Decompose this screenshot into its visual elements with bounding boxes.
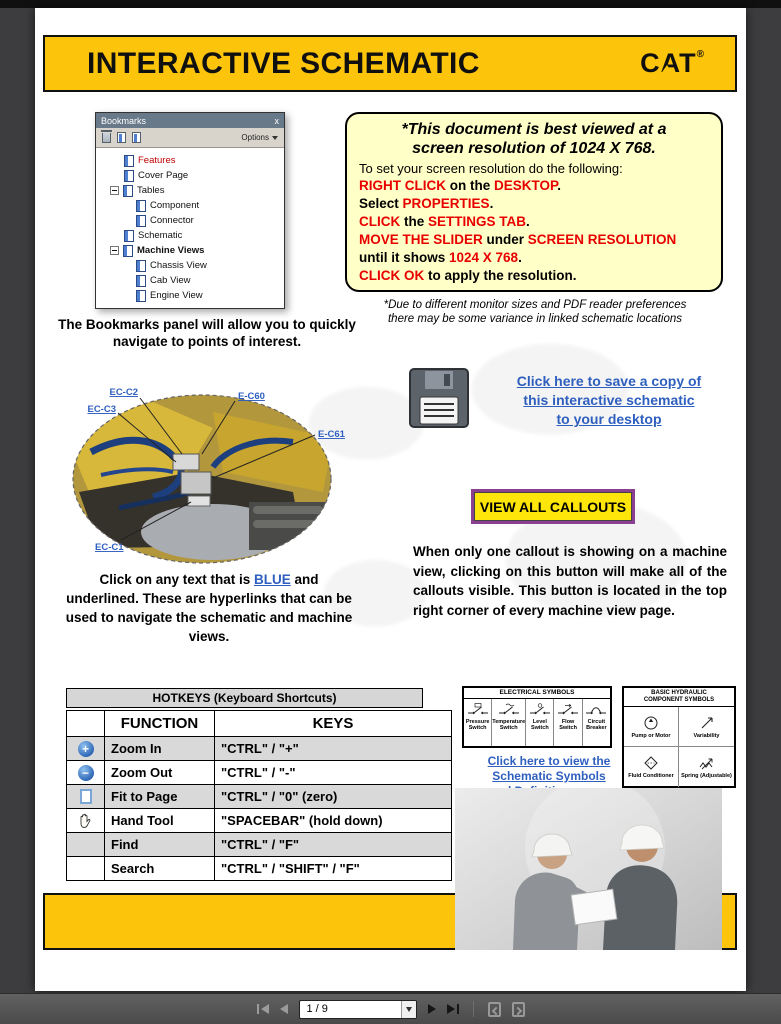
symbol-cell: Circuit Breaker bbox=[583, 699, 610, 746]
bookmark-page-icon bbox=[136, 260, 146, 272]
next-page-button[interactable] bbox=[428, 1004, 436, 1014]
callout-link[interactable]: EC-C2 bbox=[109, 387, 138, 398]
page-indicator: 1 / 9 bbox=[306, 1003, 328, 1015]
bookmark-item-schematic: Schematic bbox=[98, 228, 282, 243]
document-page bbox=[35, 8, 746, 991]
next-page-icon bbox=[428, 1004, 436, 1014]
close-icon: x bbox=[274, 115, 279, 126]
registered-mark: ® bbox=[696, 49, 705, 60]
bookmark-page-icon bbox=[123, 185, 133, 197]
bookmarks-title: Bookmarks bbox=[101, 115, 147, 126]
symbol-cell: Pump or Motor bbox=[624, 707, 679, 747]
bookmark-item-chassis-view: Chassis View bbox=[98, 258, 282, 273]
fit-to-page-icon bbox=[80, 789, 92, 804]
pump-or-motor-symbol bbox=[643, 715, 659, 731]
instruction-line: Select PROPERTIES. bbox=[359, 196, 494, 211]
bookmarks-tree bbox=[96, 148, 284, 308]
bookmark-item-features: Features bbox=[98, 153, 282, 168]
header-banner bbox=[43, 35, 737, 92]
instruction-line: MOVE THE SLIDER under SCREEN RESOLUTION bbox=[359, 232, 677, 247]
pdf-bottom-toolbar bbox=[0, 993, 781, 1024]
cat-logo bbox=[640, 50, 705, 77]
page-number-input[interactable] bbox=[299, 1000, 417, 1019]
hotkeys-icon-col bbox=[67, 711, 105, 737]
instruction-line: CLICK the SETTINGS TAB. bbox=[359, 214, 530, 229]
symbol-cell: Spring (Adjustable) bbox=[679, 747, 734, 787]
view-all-callouts-button[interactable]: VIEW ALL CALLOUTS bbox=[471, 489, 635, 524]
bookmark-page-icon bbox=[136, 200, 146, 212]
bookmark-item-component: Component bbox=[98, 198, 282, 213]
last-page-icon bbox=[447, 1004, 455, 1014]
callout-link[interactable]: EC-C3 bbox=[87, 404, 116, 415]
bookmark-page-icon bbox=[136, 290, 146, 302]
chevron-down-icon bbox=[406, 1007, 412, 1012]
bookmark-item-connector: Connector bbox=[98, 213, 282, 228]
bookmark-item-machine-views: Machine Views bbox=[98, 243, 282, 258]
pressure-switch-symbol bbox=[467, 703, 489, 717]
resolution-note-box bbox=[345, 112, 723, 292]
schematic-symbols-link[interactable]: Click here to view the Schematic Symbols bbox=[487, 754, 611, 783]
cat-logo-text: CAT bbox=[640, 48, 697, 78]
note-intro: To set your screen resolution do the following: bbox=[359, 161, 623, 176]
previous-page-button[interactable] bbox=[280, 1004, 288, 1014]
symbol-cell: Pressure Switch bbox=[464, 699, 492, 746]
symbol-cell: Temperature Switch bbox=[492, 699, 526, 746]
bookmarks-panel-illustration bbox=[95, 112, 285, 309]
new-bookmark-icon bbox=[117, 132, 126, 143]
hotkey-row-search: Search "CTRL" / "SHIFT" / "F" bbox=[67, 857, 452, 881]
bookmarks-caption: The Bookmarks panel will allow you to quickly navigate to points of interest. bbox=[58, 317, 356, 349]
bookmarks-toolbar bbox=[96, 128, 284, 148]
hotkey-row-zoom-out: − Zoom Out "CTRL" / "-" bbox=[67, 761, 452, 785]
zoom-in-icon: + bbox=[78, 741, 94, 757]
previous-view-button[interactable] bbox=[488, 1002, 501, 1017]
bookmarks-titlebar bbox=[96, 113, 284, 128]
callouts-note: When only one callout is showing on a machine view, clicking on this button will make all of the callouts visible. This button is located in the top right corner of every machine view page. bbox=[413, 544, 727, 618]
viewer-top-edge bbox=[0, 0, 781, 8]
bookmark-page-icon bbox=[136, 275, 146, 287]
hotkey-row-hand-tool: Hand Tool "SPACEBAR" (hold down) bbox=[67, 809, 452, 833]
instruction-line: until it shows 1024 X 768. bbox=[359, 250, 522, 265]
callout-link[interactable]: E-C60 bbox=[238, 391, 265, 402]
hotkeys-col-keys: KEYS bbox=[215, 711, 452, 737]
hotkeys-table bbox=[66, 710, 452, 881]
collapse-icon bbox=[110, 186, 119, 195]
hotkeys-header-row bbox=[67, 711, 452, 737]
first-page-button[interactable] bbox=[257, 1004, 269, 1014]
electrical-symbols-title: ELECTRICAL SYMBOLS bbox=[464, 688, 610, 699]
toolbar-separator bbox=[473, 1001, 474, 1017]
bookmark-page-icon bbox=[123, 245, 133, 257]
bookmark-page-icon bbox=[124, 230, 134, 242]
trash-icon bbox=[102, 133, 111, 143]
cat-triangle-icon bbox=[660, 65, 674, 75]
symbol-cell: Flow Switch bbox=[554, 699, 582, 746]
hydraulic-symbols-title: BASIC HYDRAULIC COMPONENT SYMBOLS bbox=[624, 688, 734, 707]
symbol-cell: Fluid Conditioner bbox=[624, 747, 679, 787]
flow-switch-symbol bbox=[557, 703, 579, 717]
hand-tool-icon bbox=[78, 813, 93, 829]
zoom-out-icon: − bbox=[78, 765, 94, 781]
page-title: INTERACTIVE SCHEMATIC bbox=[87, 46, 480, 80]
workers-photo bbox=[455, 788, 722, 950]
callout-link[interactable]: E-C61 bbox=[318, 429, 345, 440]
monitor-variance-footnote: *Due to different monitor sizes and PDF reader preferences there may be some variance in linked schematic locations bbox=[383, 299, 687, 325]
bookmark-page-icon bbox=[124, 155, 134, 167]
electrical-symbols-panel bbox=[462, 686, 612, 748]
collapse-icon bbox=[110, 246, 119, 255]
fluid-conditioner-symbol bbox=[643, 755, 659, 771]
last-page-button[interactable] bbox=[447, 1004, 459, 1014]
first-page-icon bbox=[261, 1004, 269, 1014]
next-view-icon bbox=[512, 1002, 525, 1017]
floppy-disk-icon bbox=[407, 366, 471, 430]
hotkey-row-find: Find "CTRL" / "F" bbox=[67, 833, 452, 857]
blue-word: BLUE bbox=[254, 572, 291, 587]
bookmark-settings-icon bbox=[132, 132, 141, 143]
previous-view-icon bbox=[488, 1002, 501, 1017]
hotkey-row-fit-to-page: Fit to Page "CTRL" / "0" (zero) bbox=[67, 785, 452, 809]
level-switch-symbol bbox=[529, 703, 551, 717]
bookmark-item-cover-page: Cover Page bbox=[98, 168, 282, 183]
spring-adjustable-symbol bbox=[698, 755, 716, 771]
callout-link[interactable]: EC-C1 bbox=[95, 542, 124, 553]
note-title-line1: *This document is best viewed at a bbox=[401, 121, 667, 138]
bookmark-item-cab-view: Cab View bbox=[98, 273, 282, 288]
symbol-cell: Level Switch bbox=[526, 699, 554, 746]
hyperlink-note: Click on any text that is BLUE and underlined. These are hyperlinks that can be used to navigate the schematic and machine views. bbox=[65, 572, 353, 644]
previous-page-icon bbox=[280, 1004, 288, 1014]
bookmark-item-engine-view: Engine View bbox=[98, 288, 282, 303]
options-menu bbox=[241, 133, 278, 142]
instruction-line: CLICK OK to apply the resolution. bbox=[359, 268, 577, 283]
hydraulic-symbols-panel bbox=[622, 686, 736, 788]
hotkeys-col-function: FUNCTION bbox=[105, 711, 215, 737]
next-view-button[interactable] bbox=[512, 1002, 525, 1017]
variability-symbol bbox=[699, 715, 715, 731]
page-dropdown-arrow[interactable] bbox=[401, 1001, 416, 1018]
bookmark-page-icon bbox=[124, 170, 134, 182]
save-copy-link[interactable]: Click here to save a copy of this interactive schematic to your desktop bbox=[516, 373, 702, 427]
bookmark-item-tables: Tables bbox=[98, 183, 282, 198]
machine-view-illustration bbox=[61, 380, 353, 568]
hotkey-row-zoom-in: + Zoom In "CTRL" / "+" bbox=[67, 737, 452, 761]
circuit-breaker-symbol bbox=[585, 703, 607, 717]
hotkeys-title: HOTKEYS (Keyboard Shortcuts) bbox=[66, 688, 423, 708]
note-title-line2: screen resolution of 1024 X 768. bbox=[412, 140, 656, 157]
symbol-cell: Variability bbox=[679, 707, 734, 747]
instruction-line: RIGHT CLICK on the DESKTOP. bbox=[359, 178, 562, 193]
options-label: Options bbox=[241, 133, 269, 142]
bookmark-page-icon bbox=[136, 215, 146, 227]
temperature-switch-symbol bbox=[498, 703, 520, 717]
